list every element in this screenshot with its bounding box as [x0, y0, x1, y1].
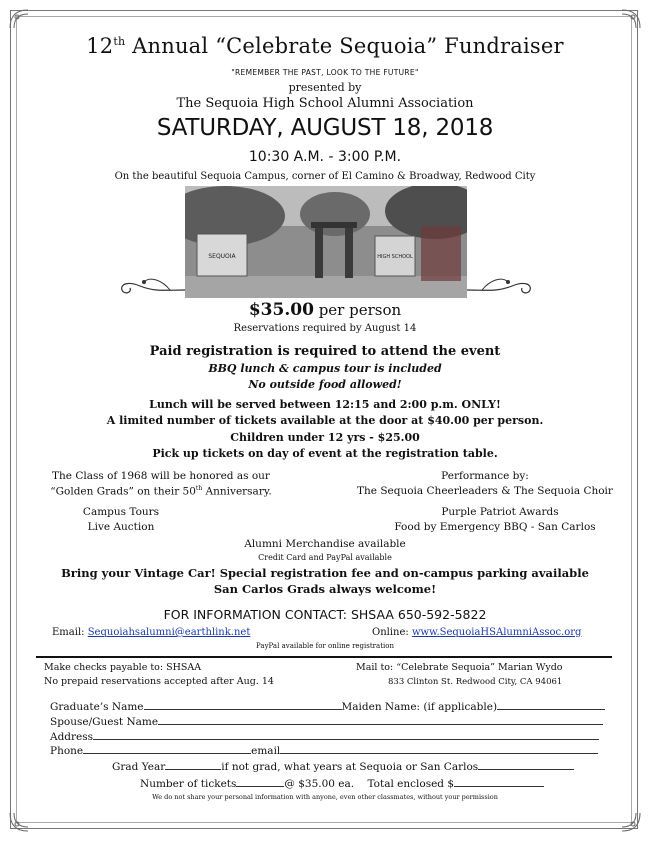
spouse-name-field[interactable]: [158, 713, 603, 725]
pickup-note: Pick up tickets on day of event at the registration table.: [152, 447, 498, 460]
no-outside-food-note: No outside food allowed!: [248, 378, 402, 391]
event-title: 12th Annual “Celebrate Sequoia” Fundraiser: [86, 34, 564, 58]
vintage-car-note: Bring your Vintage Car! Special registration fee and on-campus parking available: [61, 566, 589, 580]
door-tickets-note: A limited number of tickets available at the door at $40.00 per person.: [106, 414, 544, 427]
phone-field[interactable]: [83, 742, 251, 754]
ticket-count-field[interactable]: [236, 775, 284, 787]
san-carlos-note: San Carlos Grads always welcome!: [213, 582, 437, 596]
form-row-phone: Phone email: [50, 742, 610, 757]
graduate-name-field[interactable]: [144, 698, 342, 710]
form-row-tickets: Number of tickets @ $35.00 ea. Total enclosed $: [140, 775, 580, 790]
payment-note: Credit Card and PayPal available: [258, 553, 392, 562]
checks-payable: Make checks payable to: SHSAA: [44, 662, 202, 673]
activity-campus-tours: Campus Tours: [82, 506, 160, 518]
form-row-graduate: Graduate’s Name Maiden Name: (if applicable): [50, 698, 610, 713]
corner-ornament-icon: [8, 8, 30, 30]
form-row-address: Address: [50, 728, 610, 743]
reservation-deadline: Reservations required by August 14: [233, 323, 417, 334]
merch-note: Alumni Merchandise available: [244, 538, 406, 550]
mail-to: Mail to: “Celebrate Sequoia” Marian Wydo: [356, 662, 563, 673]
event-time: 10:30 A.M. - 3:00 P.M.: [248, 149, 402, 165]
online-line: Online: www.SequoiaHSAlumniAssoc.org: [372, 627, 582, 638]
event-date: SATURDAY, AUGUST 18, 2018: [156, 115, 494, 141]
performance-groups: The Sequoia Cheerleaders & The Sequoia Choir: [357, 485, 613, 497]
divider: [36, 656, 612, 658]
flourish-left-icon: [110, 262, 186, 298]
paid-registration-note: Paid registration is required to attend the event: [149, 344, 501, 359]
email-field[interactable]: [280, 742, 598, 754]
total-enclosed-field[interactable]: [454, 775, 544, 787]
flourish-right-icon: [466, 262, 542, 298]
campus-entrance-photo: [185, 186, 467, 298]
motto: "REMEMBER THE PAST, LOOK TO THE FUTURE": [231, 68, 419, 77]
prepaid-deadline: No prepaid reservations accepted after Aug. 14: [44, 676, 274, 687]
website-link[interactable]: www.SequoiaHSAlumniAssoc.org: [411, 627, 582, 638]
children-price-note: Children under 12 yrs - $25.00: [230, 431, 420, 444]
activity-live-auction: Live Auction: [87, 521, 155, 533]
class-honor-line1: The Class of 1968 will be honored as our: [52, 470, 270, 482]
photo-sign-right: HIGH SCHOOL: [377, 254, 413, 260]
lunch-time-note: Lunch will be served between 12:15 and 2:00 p.m. ONLY!: [149, 398, 501, 411]
performance-label: Performance by:: [441, 470, 529, 482]
maiden-name-field[interactable]: [497, 698, 605, 710]
price: $35.00 per person: [248, 300, 402, 320]
photo-sign-left: SEQUOIA: [208, 253, 236, 260]
association-name: The Sequoia High School Alumni Association: [176, 96, 474, 111]
form-row-spouse: Spouse/Guest Name: [50, 713, 610, 728]
event-location: On the beautiful Sequoia Campus, corner of El Camino & Broadway, Redwood City: [114, 171, 536, 182]
corner-ornament-icon: [620, 811, 642, 833]
privacy-note: We do not share your personal information with anyone, even other classmates, without your permission: [152, 793, 498, 801]
contact-line: FOR INFORMATION CONTACT: SHSAA 650-592-5822: [163, 607, 487, 622]
mail-address: 833 Clinton St. Redwood City, CA 94061: [388, 677, 563, 687]
years-attended-field[interactable]: [478, 758, 574, 770]
activity-awards: Purple Patriot Awards: [441, 506, 559, 518]
presented-by: presented by: [288, 81, 362, 94]
email-line: Email: Sequoiahsalumni@earthlink.net: [52, 627, 251, 638]
email-link[interactable]: Sequoiahsalumni@earthlink.net: [87, 627, 251, 638]
activity-food: Food by Emergency BBQ - San Carlos: [394, 521, 596, 533]
grad-year-field[interactable]: [165, 758, 221, 770]
address-field[interactable]: [93, 728, 599, 740]
class-honor-line2: “Golden Grads” on their 50th Anniversary.: [50, 485, 272, 498]
bbq-note: BBQ lunch & campus tour is included: [208, 362, 442, 375]
corner-ornament-icon: [8, 811, 30, 833]
form-row-grad-year: Grad Year if not grad, what years at Sequoia or San Carlos: [112, 758, 602, 773]
paypal-note: PayPal available for online registration: [256, 642, 394, 650]
corner-ornament-icon: [620, 8, 642, 30]
